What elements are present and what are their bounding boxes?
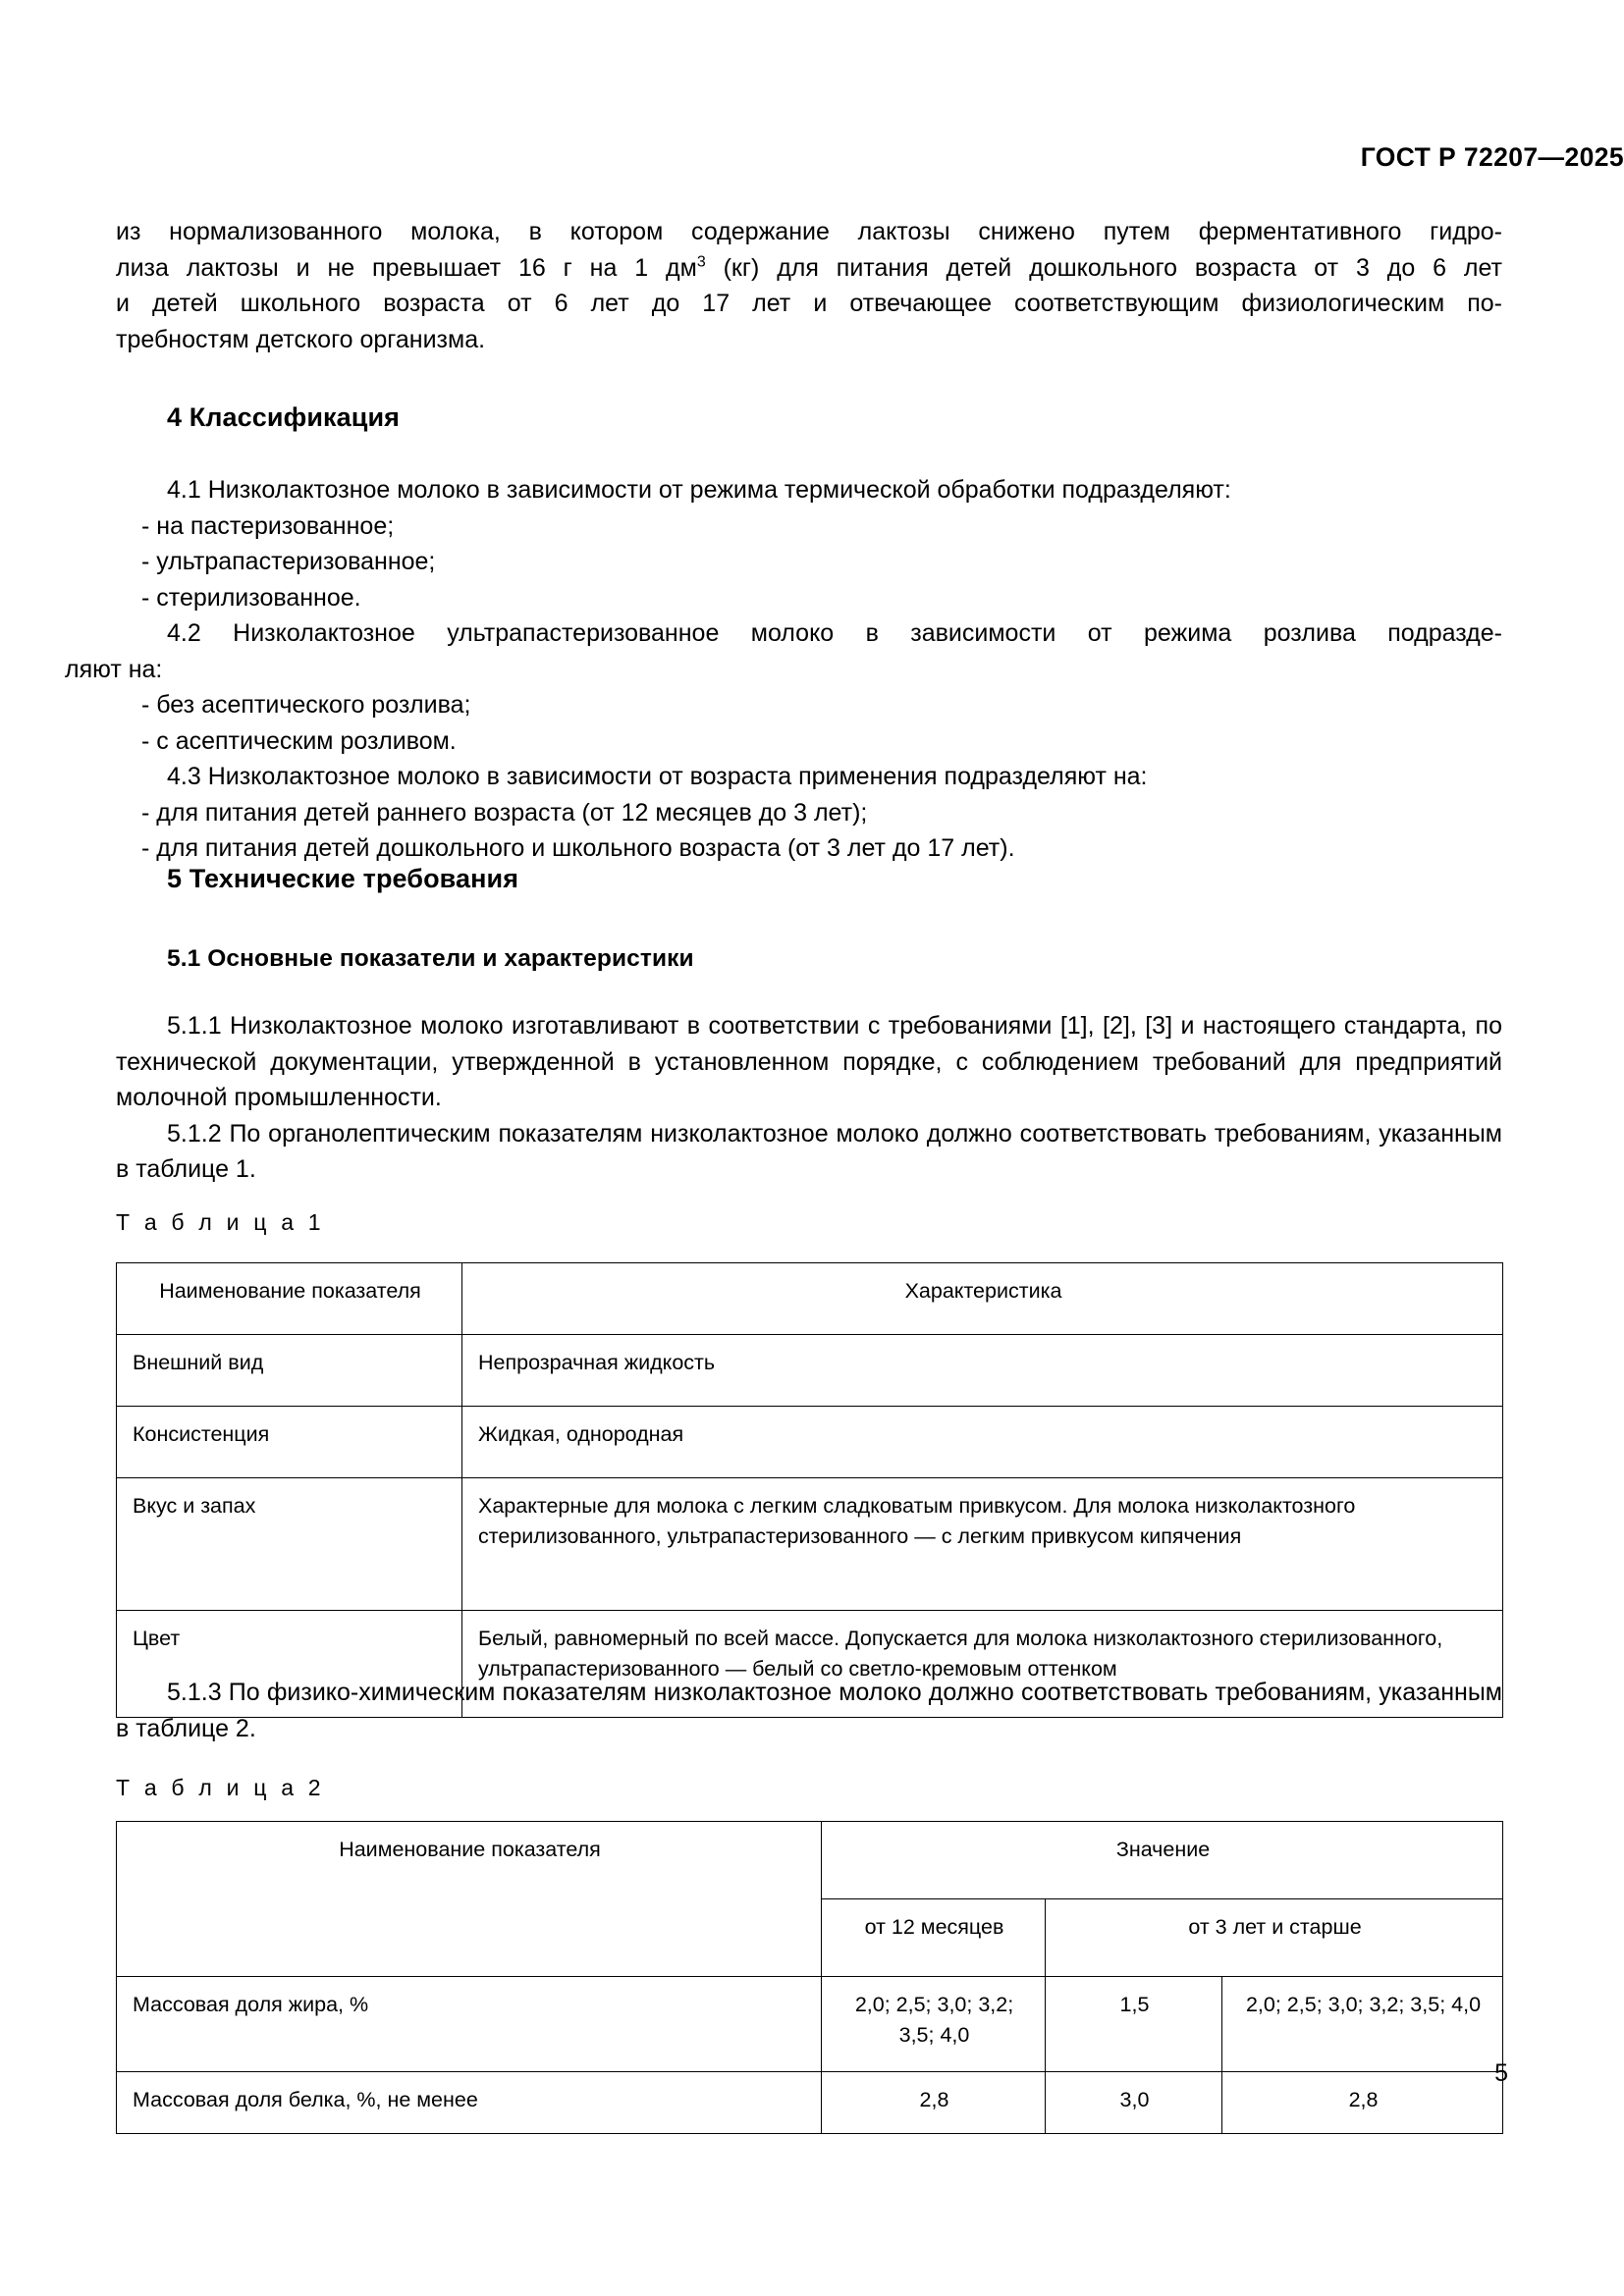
list-item-4-2-0 (116, 687, 1502, 723)
intro-paragraph (116, 214, 1502, 357)
intro-line-3: и детей школьного возраста от 6 лет до 17 лет и отвечающее соответствующим физиологическим по- (116, 290, 1502, 317)
paragraph-5-1-3-wrapper (116, 1675, 1502, 1746)
list-item-4-2-1 (116, 723, 1502, 760)
paragraph-4-3-text: 4.3 Низколактозное молоко в зависимости от возраста применения подразделяют на: (167, 763, 1148, 790)
running-header-standard-id: ГОСТ Р 72207—2025 (1360, 142, 1624, 172)
intro-line-1: из нормализованного молока, в котором содержание лактозы снижено путем ферментативного гидро- (116, 218, 1502, 245)
table-2 (116, 1821, 1503, 2134)
paragraph-4-2-line-2: ляют на: (65, 655, 163, 683)
paragraph-5-1-2 (116, 1116, 1502, 1188)
list-item-4-3-0-text: - для питания детей раннего возраста (от 12 месяцев до 3 лет); (141, 798, 868, 827)
table-2-col-header-value-group: Значение (822, 1822, 1503, 1899)
paragraph-5-1-1-text: 5.1.1 Низколактозное молоко изготавливают в соответствии с требованиями [1], [2], [3] и настоящего стандарта, по технической документации, утвержденной в установленном порядке, с соблюдением требований для предприятий молочной промышленности. (116, 1012, 1502, 1111)
list-item-4-2-0-text: - без асептического розлива; (141, 691, 471, 719)
paragraph-5-1-3-text: 5.1.3 По физико-химическим показателям низколактозное молоко должно соответствовать требованиям, указанным в таблице 2. (116, 1679, 1502, 1742)
intro-line-2-a: лиза лактозы и не превышает 16 г на 1 дм (116, 253, 697, 282)
table-2-cell-name-0: Массовая доля жира, % (117, 1977, 822, 2072)
list-item-4-3-1-text: - для питания детей дошкольного и школьного возраста (от 3 лет до 17 лет). (141, 834, 1015, 862)
table-1-caption: Т а б л и ц а 1 (116, 1209, 325, 1235)
list-item-4-1-0 (116, 508, 1502, 545)
paragraph-5-1-1 (116, 1008, 1502, 1116)
table-2-col-header-name: Наименование показателя (117, 1822, 822, 1977)
table-1-cell-value-0: Непрозрачная жидкость (462, 1335, 1503, 1407)
list-item-4-2-1-text: - с асептическим розливом. (141, 726, 457, 755)
table-1-header-row (117, 1263, 1503, 1335)
table-2-cell-name-1: Массовая доля белка, %, не менее (117, 2072, 822, 2134)
table-2-cell-c1-1: 2,8 (822, 2072, 1046, 2134)
table-2-wrapper (116, 1821, 1502, 2134)
table-1-cell-name-0: Внешний вид (117, 1335, 462, 1407)
page-number: 5 (1494, 2059, 1508, 2087)
list-item-4-1-1-text: - ультрапастеризованное; (141, 548, 436, 575)
list-item-4-3-0 (116, 795, 1502, 831)
paragraph-5-1-2-text: 5.1.2 По органолептическим показателям низколактозное молоко должно соответствовать требованиям, указанным в таблице 1. (116, 1119, 1502, 1183)
heading-section-5: 5 Технические требования (167, 864, 519, 893)
heading-subsection-5-1: 5.1 Основные показатели и характеристики (167, 945, 694, 972)
table-row (117, 1977, 1503, 2072)
table-1-cell-name-3: Цвет (117, 1611, 462, 1718)
list-item-4-3-1 (116, 830, 1502, 867)
table-2-header-row-1 (117, 1822, 1503, 1899)
list-item-4-1-0-text: - на пастеризованное; (141, 511, 395, 540)
paragraph-4-1 (116, 472, 1502, 508)
table-1-cell-name-1: Консистенция (117, 1407, 462, 1478)
table-1-cell-value-3: Белый, равномерный по всей массе. Допускается для молока низколактозного стерилизованного, ультрапастеризованного — белый со светло-кремовым оттенком (462, 1611, 1503, 1718)
table-2-cell-c3-0: 2,0; 2,5; 3,0; 3,2; 3,5; 4,0 (1222, 1977, 1503, 2072)
heading-section-4: 4 Классификация (167, 402, 400, 432)
table-row (117, 1407, 1503, 1478)
table-row (117, 1335, 1503, 1407)
table-2-cell-c2-0: 1,5 (1046, 1977, 1222, 2072)
intro-line-4: требностям детского организма. (116, 325, 486, 353)
table-1-cell-value-1: Жидкая, однородная (462, 1407, 1503, 1478)
table-1-cell-value-2: Характерные для молока с легким сладковатым привкусом. Для молока низколактозного стерилизованного, ультрапастеризованного — с легким привкусом кипячения (462, 1478, 1503, 1611)
table-2-caption: Т а б л и ц а 2 (116, 1775, 325, 1800)
table-1-cell-name-2: Вкус и запах (117, 1478, 462, 1611)
table-1-col-header-name: Наименование показателя (117, 1263, 462, 1335)
paragraph-5-1-3 (116, 1675, 1502, 1746)
list-item-4-1-2-text: - стерилизованное. (141, 583, 361, 612)
table-1-col-header-characteristic: Характеристика (462, 1263, 1503, 1335)
table-row (117, 1478, 1503, 1611)
intro-line-2-b: (кг) для питания детей дошкольного возраста от 3 до 6 лет (705, 253, 1502, 282)
paragraph-4-1-text: 4.1 Низколактозное молоко в зависимости от режима термической обработки подразделяют: (167, 476, 1231, 504)
table-2-cell-c3-1: 2,8 (1222, 2072, 1503, 2134)
table-row (117, 2072, 1503, 2134)
table-2-col-header-from-3-years: от 3 лет и старше (1046, 1899, 1503, 1977)
paragraph-4-2-line-1 (116, 615, 1502, 652)
table-2-col-header-from-12-months: от 12 месяцев (822, 1899, 1046, 1977)
table-1 (116, 1262, 1503, 1718)
paragraph-4-2-line-1-text: 4.2 Низколактозное ультрапастеризованное молоко в зависимости от режима розлива подразде- (167, 619, 1502, 647)
paragraph-4-3 (116, 759, 1502, 795)
intro-line-2 (116, 250, 1502, 287)
cubic-exponent: 3 (696, 253, 706, 271)
section-4-body (65, 472, 1502, 867)
table-2-cell-c1-0: 2,0; 2,5; 3,0; 3,2; 3,5; 4,0 (822, 1977, 1046, 2072)
table-2-cell-c2-1: 3,0 (1046, 2072, 1222, 2134)
list-item-4-1-2 (116, 580, 1502, 616)
table-1-wrapper (116, 1262, 1502, 1718)
section-5-1-body (116, 1008, 1502, 1188)
list-item-4-1-1 (116, 544, 1502, 580)
